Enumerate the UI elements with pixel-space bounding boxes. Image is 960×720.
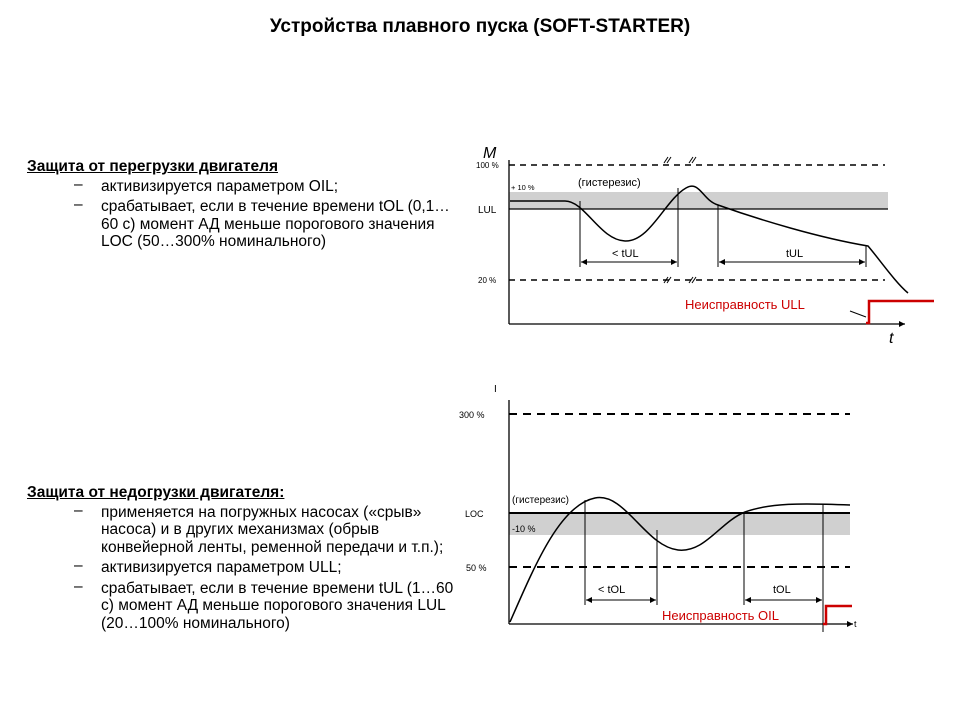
level-20-label: 20 %: [478, 276, 497, 285]
y-axis-label: M: [483, 145, 497, 162]
underload-diagram: [476, 145, 934, 347]
overload-bullet-1: активизируется параметром OIL;: [101, 177, 339, 195]
level-loc-label: LOC: [465, 509, 484, 519]
underload-bullet-2: активизируется параметром ULL;: [101, 559, 342, 576]
level-lul-label: LUL: [478, 205, 497, 216]
interval-long-label: tUL: [786, 248, 804, 260]
x-axis-label: t: [889, 330, 894, 347]
dash-icon: –: [74, 196, 83, 213]
fault-signal: [866, 301, 934, 323]
underload-heading: Защита от недогрузки двигателя:: [27, 484, 285, 501]
fault-pointer: [850, 311, 866, 317]
dash-icon: –: [74, 501, 83, 519]
hysteresis-label: (гистерезис): [578, 177, 641, 189]
level-100-label: 100 %: [476, 161, 499, 170]
fault-signal: [823, 606, 852, 624]
fault-label: Неисправность ULL: [685, 297, 805, 312]
underload-bullet-3: срабатывает, если в течение времени tUL (1…60 с) момент АД меньше порогового значения LUL (20…100% номинального): [101, 579, 454, 632]
fault-label: Неисправность OIL: [662, 608, 779, 623]
level-50-label: 50 %: [466, 563, 487, 573]
level-300-label: 300 %: [459, 410, 485, 420]
level-minus10-label: -10 %: [512, 524, 536, 534]
y-axis-label: I: [494, 384, 497, 395]
slide-title: Устройства плавного пуска (SOFT-STARTER): [269, 16, 691, 37]
x-axis-label: t: [854, 619, 857, 629]
interval-long-label: tOL: [773, 584, 791, 596]
overload-diagram: [459, 384, 857, 632]
interval-short-label: < tOL: [598, 584, 626, 596]
dash-icon: –: [74, 577, 83, 595]
underload-bullet-1: применяется на погружных насосах («срыв» насоса) и в других механизмах (обрыв конвейерной ленты, ременной передачи и т.п.);: [101, 503, 444, 556]
hysteresis-label: (гистерезис): [512, 495, 569, 506]
interval-short-label: < tUL: [612, 248, 639, 260]
dash-icon: –: [74, 175, 83, 193]
dash-icon: –: [74, 557, 83, 574]
overload-bullet-2: срабатывает, если в течение времени tOL (0,1…60 с) момент АД меньше порогового значения LOC (50…300% номинального): [101, 198, 450, 250]
level-plus10-label: + 10 %: [511, 183, 535, 192]
overload-heading: Защита от перегрузки двигателя: [27, 158, 279, 175]
